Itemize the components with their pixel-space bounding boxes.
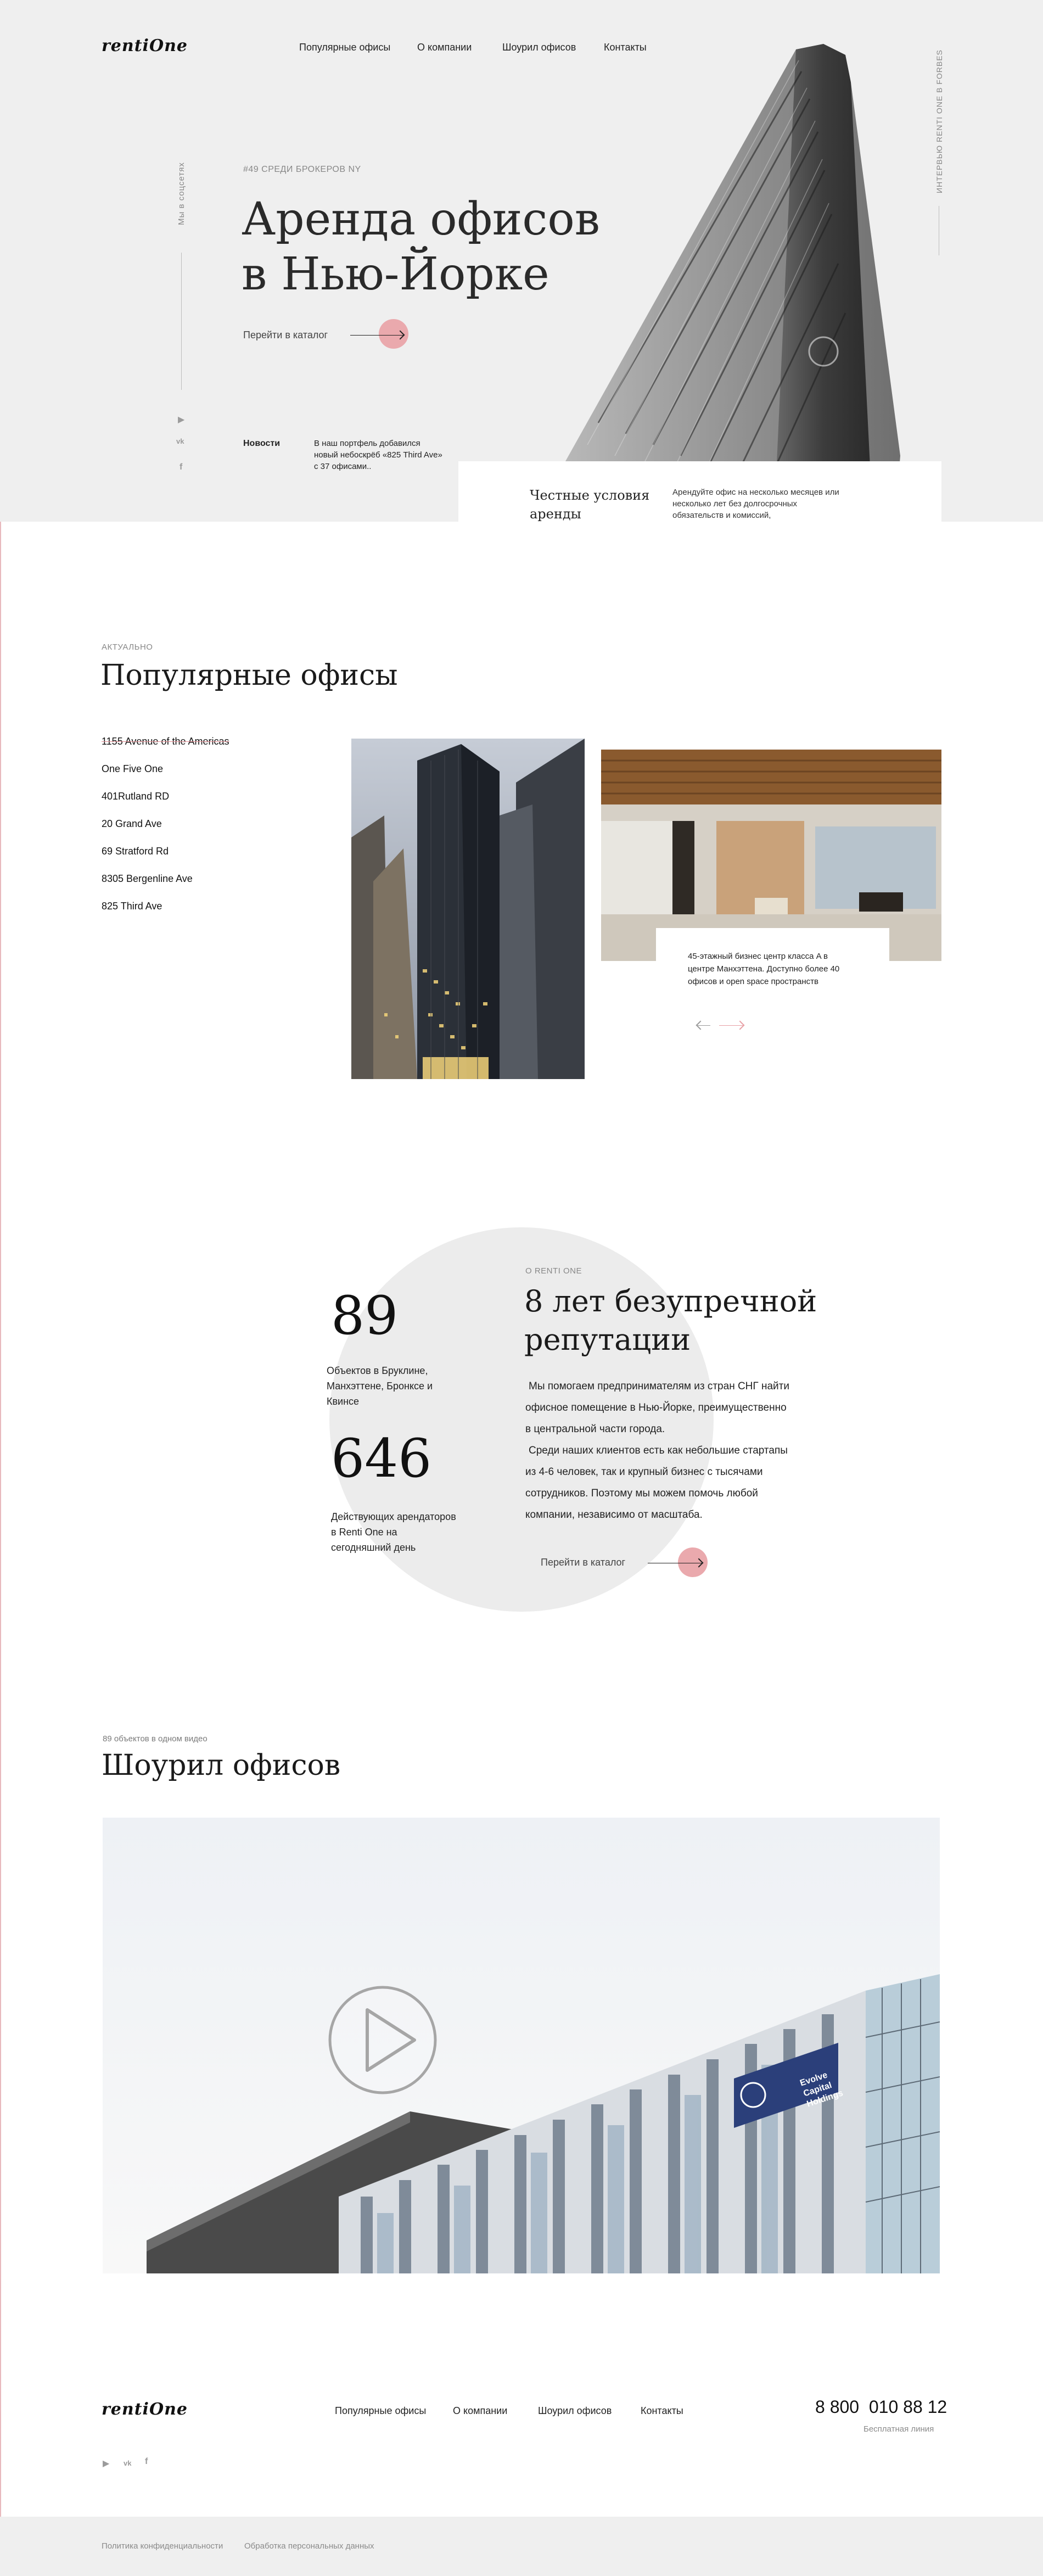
play-icon[interactable] [330,1987,435,2093]
showreel-title: Шоурил офисов [102,1749,341,1782]
address-item[interactable]: 69 Stratford Rd [102,846,169,857]
about-title-line2: репутации [524,1322,691,1357]
facebook-icon[interactable]: f [145,2457,148,2466]
office-caption-card [656,928,889,999]
hero-eyebrow: #49 СРЕДИ БРОКЕРОВ NY [243,165,361,174]
slider-prev-arrow-icon[interactable] [696,1020,713,1031]
nav-contacts[interactable]: Контакты [604,42,647,53]
office-caption-text: 45-этажный бизнес центр класса A в центре Манхэттена. Доступно более 40 офисов и open space пространств [688,952,840,986]
nav-popular-offices[interactable]: Популярные офисы [299,42,391,53]
forbes-vertical-label[interactable]: ИНТЕРВЬЮ RENTI ONE В FORBES [935,49,944,193]
hero-benefit-card [458,461,941,522]
youtube-icon[interactable]: ▶ [178,415,185,424]
address-item[interactable]: 20 Grand Ave [102,818,162,829]
benefit-card-title: Честные условия аренды [530,488,650,522]
about-catalog-cta[interactable] [541,1555,716,1588]
privacy-policy-link[interactable]: Политика конфиденциальности [102,2541,223,2551]
stat-objects-value: 89 [331,1285,399,1346]
address-item[interactable]: One Five One [102,763,164,774]
footer-nav-showreel[interactable]: Шоурил офисов [538,2405,612,2416]
about-paragraph-1: Мы помогаем предпринимателям из стран СНГ найти офисное помещение в Нью-Йорке, преимущественно в центральной части города. [525,1381,789,1435]
hero-title-line2: в Нью-Йорке [242,248,549,300]
stat-objects-label: Объектов в Бруклине, Манхэттене, Бронксе и Квинсе [327,1365,433,1407]
footer-nav-popular-offices[interactable]: Популярные офисы [335,2405,427,2416]
hero-catalog-cta[interactable] [243,328,419,361]
video-sign-text: Evolve Capital Holdings [799,2070,844,2109]
about-eyebrow: О RENTI ONE [525,1266,582,1276]
hero-building-image [565,38,917,522]
hero-cta-label: Перейти в каталог [243,329,328,340]
popular-title: Популярные офисы [100,659,398,692]
facebook-icon[interactable]: f [180,462,183,472]
popular-eyebrow: АКТУАЛЬНО [102,642,153,652]
about-cta-label: Перейти в каталог [541,1557,626,1568]
address-item[interactable]: 401Rutland RD [102,791,170,802]
hero-title-line1: Аренда офисов [242,193,600,245]
benefit-card-text: Арендуйте офис на несколько месяцев или несколько лет без долгосрочных обязательств и комиссий, [672,488,839,520]
hero-title [242,192,600,302]
footer-legal-bar [0,2517,1043,2576]
social-vertical-label: Мы в соцсетях [177,162,186,225]
news-label: Новости [243,439,281,448]
stat-tenants-value: 646 [331,1428,432,1489]
footer-phone[interactable]: 8 800 010 88 12 [815,2397,947,2417]
slider-next-arrow-icon[interactable] [719,1020,747,1031]
office-building-image [351,739,585,1079]
about-title-line1: 8 лет безупречной [524,1284,817,1318]
vk-icon[interactable]: vk [124,2459,132,2467]
address-item[interactable]: 825 Third Ave [102,901,162,912]
about-paragraph-2: Среди наших клиентов есть как небольшие стартапы из 4-6 человек, так и крупный бизнес с тысячами сотрудников. Поэтому мы можем помочь любой компании, независимо от масштаба. [525,1445,788,1521]
hero-section [0,0,1043,522]
brand-logo[interactable]: rentiOne [102,36,188,55]
stat-tenants-label: Действующих арендаторов в Renti One на сегодняшний день [331,1511,456,1553]
showreel-eyebrow: 89 объектов в одном видео [103,1734,208,1744]
footer-nav-about[interactable]: О компании [453,2405,508,2416]
footer-phone-note: Бесплатная линия [863,2424,934,2434]
personal-data-link[interactable]: Обработка персональных данных [244,2541,374,2551]
address-item[interactable]: 8305 Bergenline Ave [102,873,193,884]
footer-logo[interactable]: rentiOne [102,2400,188,2419]
about-title [524,1282,817,1359]
vk-icon[interactable]: vk [176,437,184,445]
showreel-video[interactable] [103,1818,940,2273]
youtube-icon[interactable]: ▶ [103,2459,110,2468]
nav-about[interactable]: О компании [417,42,472,53]
social-divider [181,253,182,390]
footer-nav-contacts[interactable]: Контакты [641,2405,683,2416]
news-text[interactable]: В наш портфель добавился новый небоскрёб «825 Third Ave» с 37 офисами.. [314,439,442,471]
address-item[interactable]: 1155 Avenue of the Americas [102,736,229,747]
nav-showreel[interactable]: Шоурил офисов [502,42,576,53]
